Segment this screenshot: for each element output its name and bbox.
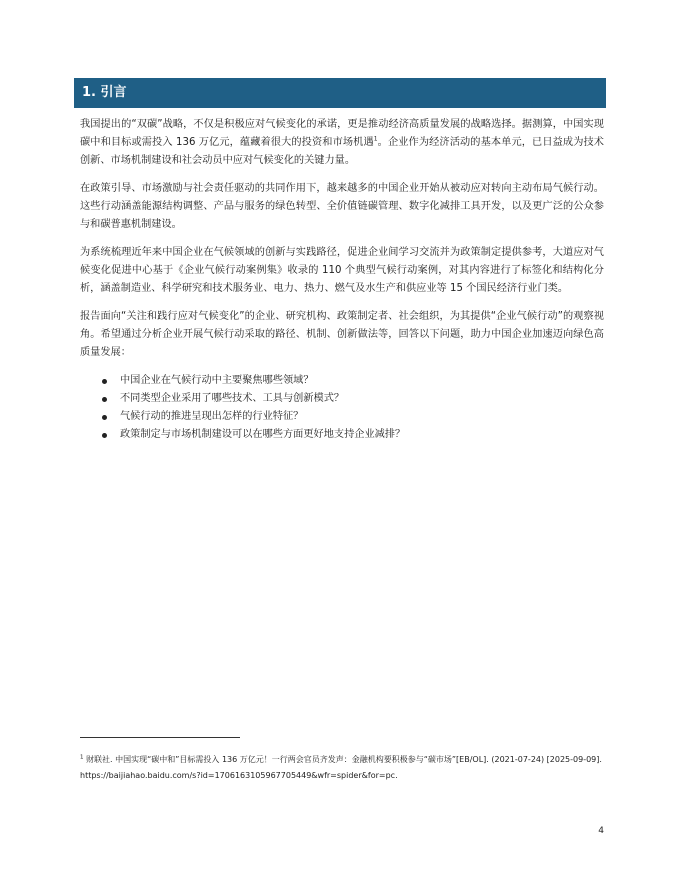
question-text: 政策制定与市场机制建设可以在哪些方面更好地支持企业减排？ <box>120 429 406 440</box>
footnote-text[interactable]: 财联社. 中国实现“碳中和”目标需投入 136 万亿元！一行两会官员齐发声：金融机构要积极参与“碳市场”[EB/OL]. (2021-07-24) [2025-09-09]. https://baijiahao.baidu.com/s?id=1706163105967705449&wfr=spider&for=pc. <box>80 755 602 780</box>
paragraph-2: 在政策引导、市场激励与社会责任驱动的共同作用下，越来越多的中国企业开始从被动应对转向主动布局气候行动。这些行动涵盖能源结构调整、产品与服务的绿色转型、全价值链碳管理、数字化减排工具开发，以及更广泛的公众参与和碳普惠机制建设。 <box>80 183 604 230</box>
bullet-icon <box>102 397 107 402</box>
paragraph-1-text-before: 我国提出的“双碳”战略，不仅是积极应对气候变化的承诺，更是推动经济高质量发展的战略选择。据测算，中国实现碳中和目标或需投入 136 万亿元，蕴藏着很大的投资和市场机遇 <box>80 119 604 148</box>
bullet-icon <box>102 379 107 384</box>
section-title: 1. 引言 <box>82 85 127 100</box>
question-text: 中国企业在气候行动中主要聚焦哪些领域？ <box>120 375 314 386</box>
question-list <box>80 372 604 444</box>
bullet-icon <box>102 415 107 420</box>
question-item <box>80 408 604 426</box>
footnote-divider <box>80 737 240 738</box>
section-heading <box>74 78 606 108</box>
footnote-marker: 1 <box>80 754 84 761</box>
footnote <box>80 752 604 784</box>
paragraph-4: 报告面向“关注和践行应对气候变化”的企业、研究机构、政策制定者、社会组织，为其提供“企业气候行动”的观察视角。希望通过分析企业开展气候行动采取的路径、机制、创新做法等，回答以下问题，助力中国企业加速迈向绿色高质量发展： <box>80 311 604 358</box>
question-text: 不同类型企业采用了哪些技术、工具与创新模式？ <box>120 393 345 404</box>
bullet-icon <box>102 433 107 438</box>
paragraph-1 <box>80 116 604 170</box>
paragraph-3: 为系统梳理近年来中国企业在气候领域的创新与实践路径，促进企业间学习交流并为政策制定提供参考，大道应对气候变化促进中心基于《企业气候行动案例集》收录的 110 个典型气候行动案例，对其内容进行了标签化和结构化分析，涵盖制造业、科学研究和技术服务业、电力、热力、燃气及水生产和供应业等 15 个国民经济行业门类。 <box>80 247 604 294</box>
footnote-reference[interactable]: 1 <box>373 135 378 143</box>
main-content <box>80 116 604 444</box>
question-item <box>80 390 604 408</box>
page-number: 4 <box>598 826 604 836</box>
question-item <box>80 372 604 390</box>
paragraph-1-text-after: 。企业作为经济活动的基本单元，已日益成为技术创新、市场机制建设和社会动员中应对气候变化的关键力量。 <box>80 137 604 166</box>
question-text: 气候行动的推进呈现出怎样的行业特征？ <box>120 411 304 422</box>
question-item <box>80 426 604 444</box>
